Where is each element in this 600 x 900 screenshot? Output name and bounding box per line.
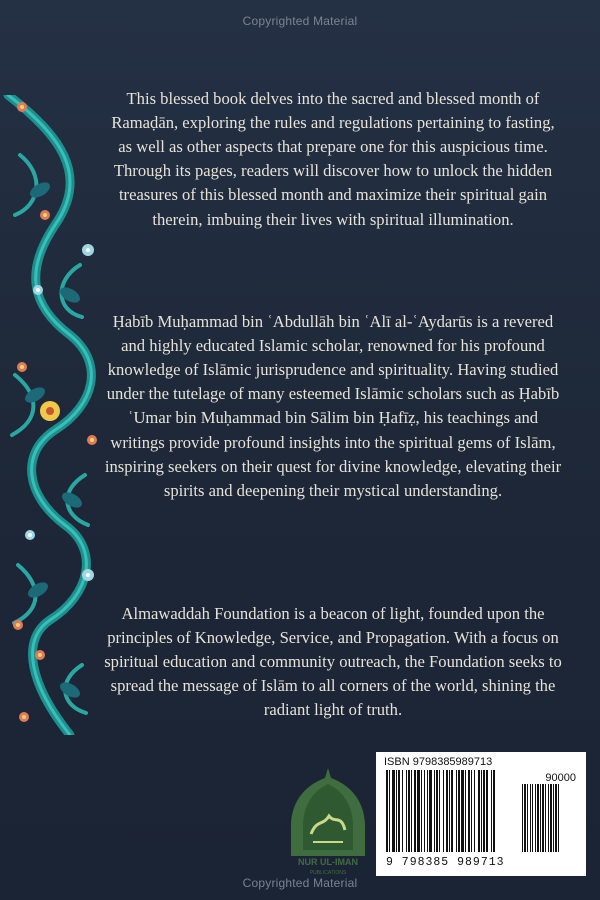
barcode-bar (389, 770, 390, 852)
isbn-digits: 9 798385 989713 (386, 856, 505, 869)
publisher-subtitle: PUBLICATIONS (309, 870, 347, 876)
barcode-addon-bar (530, 784, 531, 852)
publisher-name: NUR UL-IMAN (298, 857, 358, 867)
floral-ornament (0, 95, 115, 735)
barcode-addon-bar (524, 784, 526, 852)
barcode-bar (471, 770, 472, 852)
isbn-label: ISBN 9798385989713 (384, 756, 493, 768)
barcode-bar (446, 770, 448, 852)
barcode-bar (443, 770, 444, 852)
description-paragraph-book: This blessed book delves into the sacred and blessed month of Ramaḍān, exploring the rules and regulations pertaining to fasting, as well as other aspects that prepare one for this auspicious time. Through its pages, readers will discover how to unlock the hidden treasures of this blessed month and maximize their spiritual gain therein, imbuing their lives with spiritual illumination. (111, 88, 555, 229)
price-code: 90000 (545, 772, 576, 784)
barcode-bar (392, 770, 395, 852)
barcode-bar (434, 770, 435, 852)
description-paragraph-author: Ḥabīb Muḥammad bin ʿAbdullāh bin ʿAlī al-ʿAydarūs is a revered and highly educated Islamic scholar, renowned for his profound knowledge of Islāmic jurisprudence and spirituality. Having studied under the tutelage of many esteemed Islāmic scholars such as Ḥabīb ʿUmar bin Muḥammad bin Sālim bin Ḥafīẓ, his teachings and writings provide profound insights into the spiritual gems of Islām, inspiring seekers on their quest for divine knowledge, elevating their spirits and deepening their mystical understanding. (104, 311, 562, 501)
watermark-top: Copyrighted Material (242, 14, 358, 28)
barcode-bar (465, 770, 466, 852)
barcode-bar (386, 770, 388, 852)
isbn-barcode (376, 752, 586, 876)
barcode-bar (398, 770, 400, 852)
barcode-bar (451, 770, 453, 852)
barcode-bar (414, 770, 416, 852)
barcode-bar (411, 770, 412, 852)
barcode-bar (491, 770, 492, 852)
barcode-bar (429, 770, 432, 852)
barcode-addon-bar (532, 784, 533, 852)
barcode-addon-bar (522, 784, 523, 852)
barcode-bar (461, 770, 464, 852)
barcode-bar (417, 770, 420, 852)
barcode-bar (474, 770, 475, 852)
barcode-bar (481, 770, 482, 852)
description-paragraph-foundation: Almawaddah Foundation is a beacon of light, founded upon the principles of Knowledge, Service, and Propagation. With a focus on spiritual education and community outreach, the Foundation seeks to spread the message of Islām to all corners of the world, shining the radiant light of truth. (104, 603, 562, 720)
barcode-bar (468, 770, 470, 852)
barcode-addon-bar (558, 784, 559, 852)
barcode-bar (396, 770, 397, 852)
barcode-addon-bar (542, 784, 544, 852)
barcode-addon-bar (527, 784, 528, 852)
barcode-addon-bar (537, 784, 539, 852)
barcode-addon-bar (555, 784, 557, 852)
barcode-bar (427, 770, 428, 852)
barcode-bar (408, 770, 410, 852)
barcode-bar (478, 770, 480, 852)
barcode-bar (458, 770, 460, 852)
barcode-bars (382, 770, 582, 858)
barcode-bar (424, 770, 425, 852)
barcode-bar (483, 770, 485, 852)
barcode-addon-bar (548, 784, 549, 852)
barcode-bar (493, 770, 495, 852)
barcode-addon-bar (535, 784, 536, 852)
barcode-addon-bar (553, 784, 554, 852)
barcode-bar (439, 770, 440, 852)
barcode-bar (421, 770, 422, 852)
barcode-bar (486, 770, 488, 852)
barcode-addon-bar (545, 784, 546, 852)
barcode-bar (406, 770, 407, 852)
watermark-bottom: Copyrighted Material (242, 876, 358, 890)
publisher-logo (283, 764, 373, 876)
barcode-bar (456, 770, 457, 852)
barcode-bar (436, 770, 438, 852)
barcode-bar (449, 770, 450, 852)
barcode-addon-bar (550, 784, 552, 852)
barcode-bar (402, 770, 403, 852)
barcode-addon-bar (540, 784, 541, 852)
